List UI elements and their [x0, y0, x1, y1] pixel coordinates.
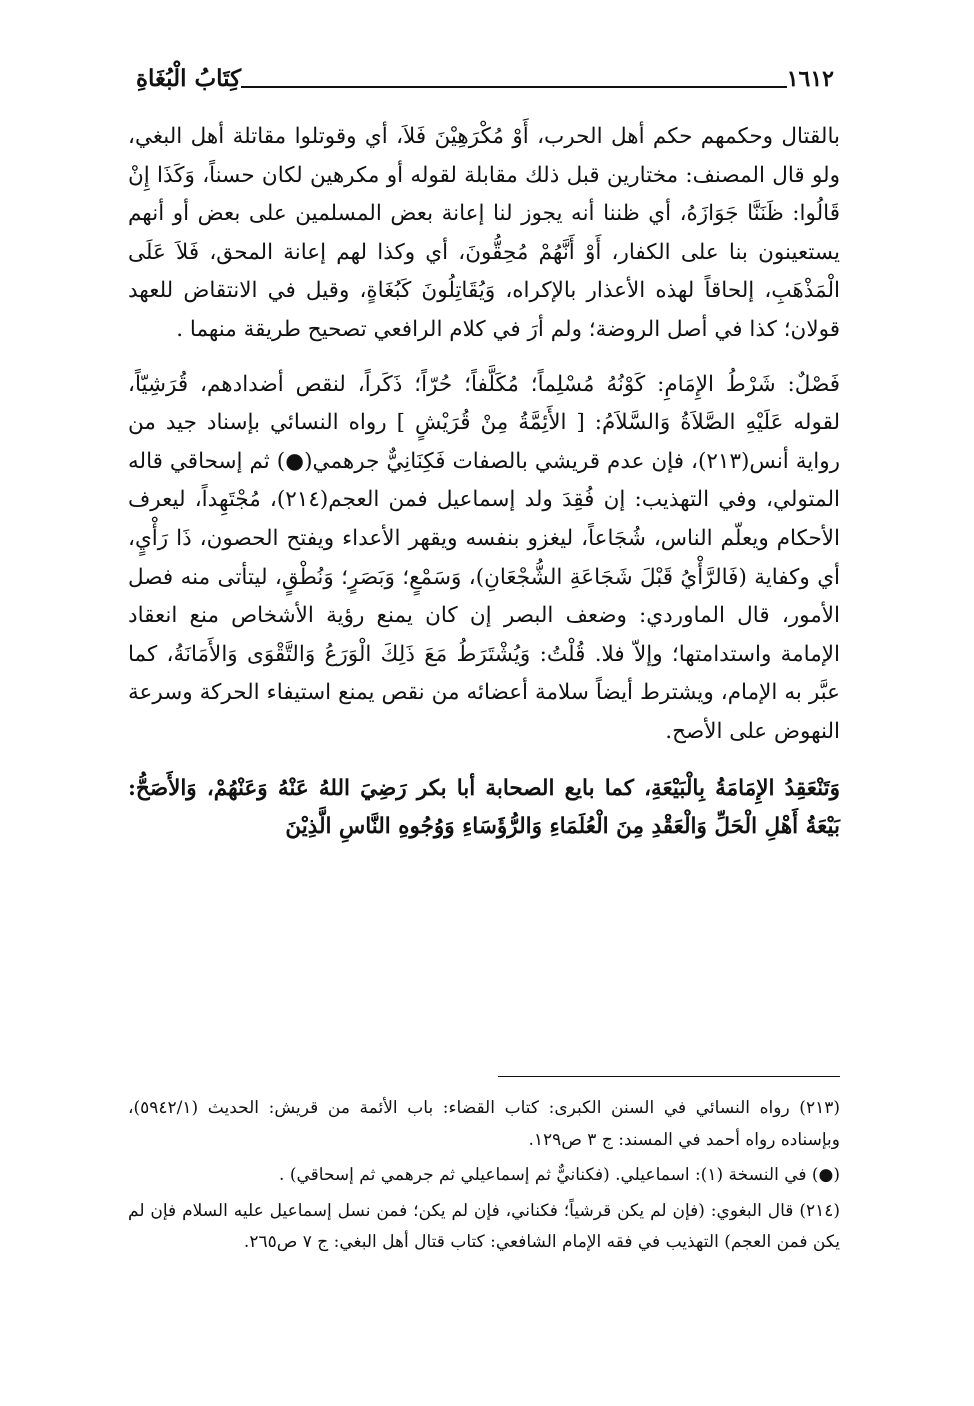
main-text	[128, 118, 840, 847]
header-rule	[241, 86, 787, 88]
paragraph-3: وَتَنْعَقِدُ الإِمَامَةُ بِالْبَيْعَةِ، كما بايع الصحابة أبا بكر رَضِيَ اللهُ عَنْهُ وَعَنْهُمْ، وَالأَصَحُّ: بَيْعَةُ أَهْلِ الْحَلِّ وَالْعَقْدِ مِنَ الْعُلَمَاءِ وَالرُّؤَسَاءِ وَوُجُوهِ النَّاسِ الَّذِيْنَ	[128, 775, 840, 840]
page-number: ١٦١٢	[786, 66, 834, 92]
footnote-variant: (●) في النسخة (١): اسماعيلي. (فكنانيٌّ ثم إسماعيلي ثم جرهمي ثم إسحاقي) .	[279, 1165, 840, 1185]
book-title: كِتَابُ الْبُغَاةِ	[136, 65, 242, 92]
footnote-213: (٢١٣) رواه النسائي في السنن الكبرى: كتاب القضاء: باب الأئمة من قريش: الحديث (٥٩٤٢/١)، وبإسناده رواه أحمد في المسند: ج ٣ ص١٢٩.	[128, 1098, 840, 1150]
footnote-separator	[498, 1076, 840, 1077]
paragraph-1: بالقتال وحكمهم حكم أهل الحرب، أَوْ مُكْرَهِيْنَ فَلاَ، أي وقوتلوا مقاتلة أهل البغي، ولو قال المصنف: مختارين قبل ذلك مقابلة لقوله أو مكرهين لكان حسناً، وَكَذَا إِنْ قَالُوا: ظَنَنَّا جَوَازَهُ، أي ظننا أنه يجوز لنا إعانة بعض المسلمين على بعض أو أنهم يستعينون بنا على الكفار، أَوْ أَنَّهُمْ مُحِقُّونَ، أي وكذا لهم إعانة المحق، فَلاَ عَلَى الْمَذْهَبِ، إلحاقاً لهذه الأعذار بالإكراه، وَيُقَاتِلُونَ كَبُغَاةٍ، وقيل في الانتقاض للعهد قولان؛ كذا في أصل الروضة؛ ولم أرَ في كلام الرافعي تصحيح طريقة منهما .	[128, 124, 840, 342]
running-header	[130, 58, 838, 92]
footnotes	[128, 1093, 840, 1263]
paragraph-2: فَصْلٌ: شَرْطُ الإِمَامِ: كَوْنُهُ مُسْلِماً؛ مُكَلَّفاً؛ حُرّاً؛ ذَكَراً، لنقص أضدادهم، قُرَشِيّاً، لقوله عَلَيْهِ الصَّلاَةُ وَالسَّلاَمُ: [ الأَئِمَّةُ مِنْ قُرَيْشٍ ] رواه النسائي بإسناد جيد من رواية أنس(٢١٣)، فإن عدم قريشي بالصفات فَكِنَانِيٌّ جرهمي(●) ثم إسحاقي قاله المتولي، وفي التهذيب: إن فُقِدَ ولد إسماعيل فمن العجم(٢١٤)، مُجْتَهِداً، ليعرف الأحكام ويعلّم الناس، شُجَاعاً، ليغزو بنفسه ويقهر الأعداء ويفتح الحصون، ذَا رَأْيٍ، أي وكفاية (فَالرَّأْيُ قَبْلَ شَجَاعَةِ الشُّجْعَانِ)، وَسَمْعٍ؛ وَبَصَرٍ؛ وَنُطْقٍ، ليتأتى منه فصل الأمور، قال الماوردي: وضعف البصر إن كان يمنع رؤية الأشخاص منع انعقاد الإمامة واستدامتها؛ وإلاّ فلا. قُلْتُ: وَيُشْتَرَطُ مَعَ ذَلِكَ الْوَرَعُ وَالتَّقْوَى وَالأَمَانَةُ، كما عبَّر به الإمام، ويشترط أيضاً سلامة أعضائه من نقص يمنع استيفاء الحركة وسرعة النهوض على الأصح.	[128, 371, 840, 744]
footnote-214: (٢١٤) قال البغوي: (فإن لم يكن قرشياً؛ فكناني، فإن لم يكن؛ فمن نسل إسماعيل عليه السلام فإن لم يكن فمن العجم) التهذيب في فقه الإمام الشافعي: كتاب قتال أهل البغي: ج ٧ ص٢٦٥.	[128, 1200, 840, 1252]
